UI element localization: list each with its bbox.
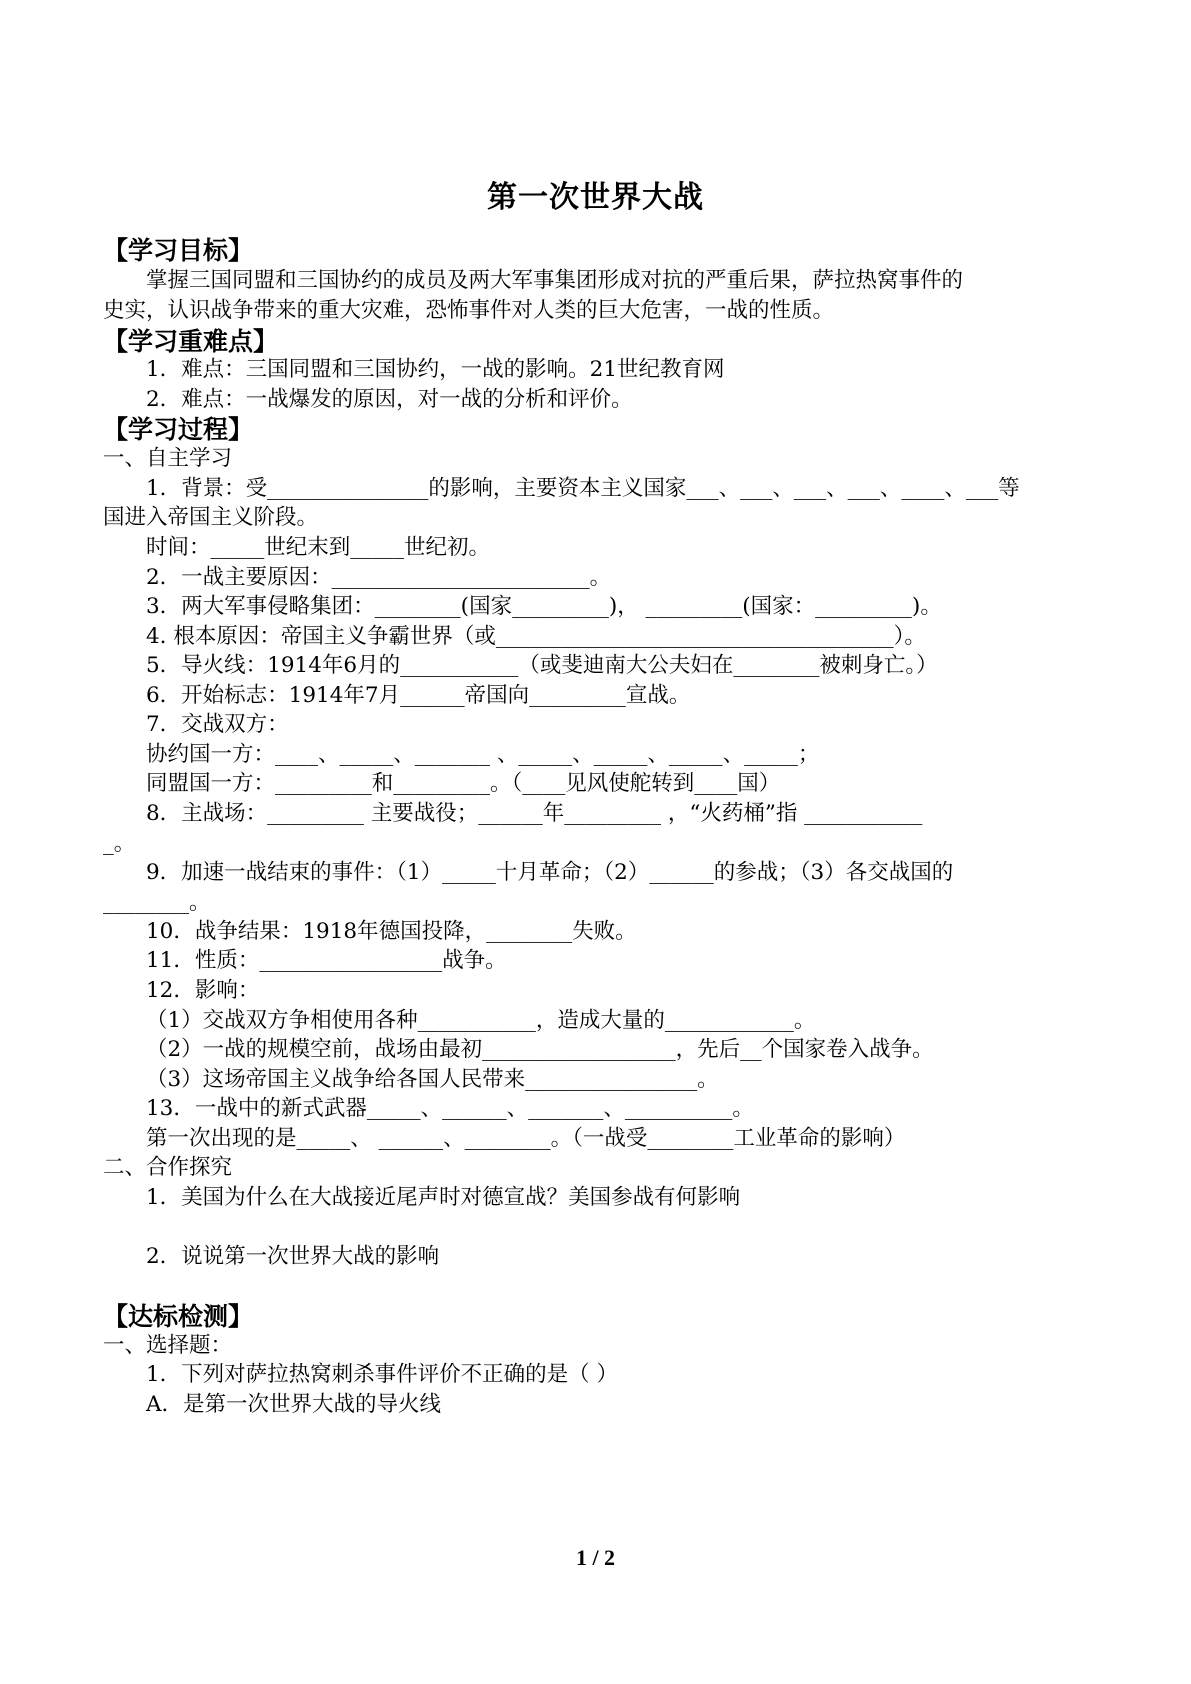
- item-line: 7．交战双方：: [146, 712, 289, 737]
- item-line: 时间：_____世纪末到_____世纪初。: [146, 535, 491, 560]
- item-line: 3．两大军事侵略集团：________(国家_________)， _________(国家：_________)。: [146, 594, 942, 619]
- item-line: 11．性质：_________________战争。: [146, 948, 507, 973]
- page-title: 第一次世界大战: [487, 180, 704, 215]
- self-study-heading: 一、自主学习: [103, 446, 233, 471]
- item-line: 8．主战场：_________ 主要战役；______年_________ ，“火药桶”指 ___________: [146, 801, 923, 826]
- keypoint-1: 1．难点：三国同盟和三国协约，一战的影响。21世纪教育网: [146, 357, 725, 382]
- item-line: （3）这场帝国主义战争给各国人民带来________________。: [146, 1067, 719, 1092]
- objectives-text-2: 史实，认识战争带来的重大灾难，恐怖事件对人类的巨大危害，一战的性质。: [103, 298, 835, 323]
- choice-heading: 一、选择题：: [103, 1333, 233, 1358]
- item-line: 12．影响：: [146, 978, 260, 1003]
- cooperate-heading: 二、合作探究: [103, 1155, 233, 1180]
- item-line: _。: [103, 831, 136, 856]
- item-line: 协约国一方：____、_____、_______ 、_____、_____、_____、_____；: [146, 742, 820, 767]
- cooperate-question-1: 1．美国为什么在大战接近尾声时对德宣战？美国参战有何影响: [146, 1185, 741, 1210]
- page-number: 1 / 2: [575, 1545, 616, 1570]
- item-line: 9．加速一战结束的事件：（1）_____十月革命；（2）______的参战；（3）各交战国的: [146, 860, 954, 885]
- item-line: 5．导火线：1914年6月的___________（或斐迪南大公夫妇在________被刺身亡。）: [146, 653, 938, 678]
- item-line: 第一次出现的是_____、 ______、________。（一战受________工业革命的影响）: [146, 1126, 906, 1151]
- cooperate-question-2: 2．说说第一次世界大战的影响: [146, 1244, 440, 1269]
- process-heading: 【学习过程】: [103, 415, 254, 444]
- test-heading: 【达标检测】: [103, 1302, 254, 1331]
- choice-question-1: 1．下列对萨拉热窝刺杀事件评价不正确的是（ ）: [146, 1362, 619, 1387]
- item-line: 1．背景：受_______________的影响，主要资本主义国家___、___、___、___、____、___等: [146, 476, 1020, 501]
- objectives-heading: 【学习目标】: [103, 236, 254, 265]
- item-line: （2）一战的规模空前，战场由最初__________________，先后__个国家卷入战争。: [146, 1037, 934, 1062]
- item-line: 国进入帝国主义阶段。: [103, 505, 319, 530]
- item-line: （1）交战双方争相使用各种___________，造成大量的____________。: [146, 1008, 816, 1033]
- choice-option-a: A．是第一次世界大战的导火线: [146, 1392, 442, 1417]
- item-line: 同盟国一方：_________和_________。（____见风使舵转到____国）: [146, 771, 781, 796]
- item-line: 4. 根本原因：帝国主义争霸世界（或_____________________________________）。: [146, 624, 926, 649]
- item-line: 13．一战中的新式武器_____、______、_______、__________。: [146, 1096, 754, 1121]
- item-line: 2．一战主要原因：________________________。: [146, 565, 612, 590]
- item-line: 6．开始标志：1914年7月______帝国向_________宣战。: [146, 683, 691, 708]
- item-line: 10．战争结果：1918年德国投降，________失败。: [146, 919, 637, 944]
- keypoints-heading: 【学习重难点】: [103, 327, 279, 356]
- item-line: ________。: [103, 890, 211, 915]
- keypoint-2: 2．难点：一战爆发的原因，对一战的分析和评价。: [146, 387, 633, 412]
- objectives-text-1: 掌握三国同盟和三国协约的成员及两大军事集团形成对抗的严重后果，萨拉热窝事件的: [146, 268, 964, 293]
